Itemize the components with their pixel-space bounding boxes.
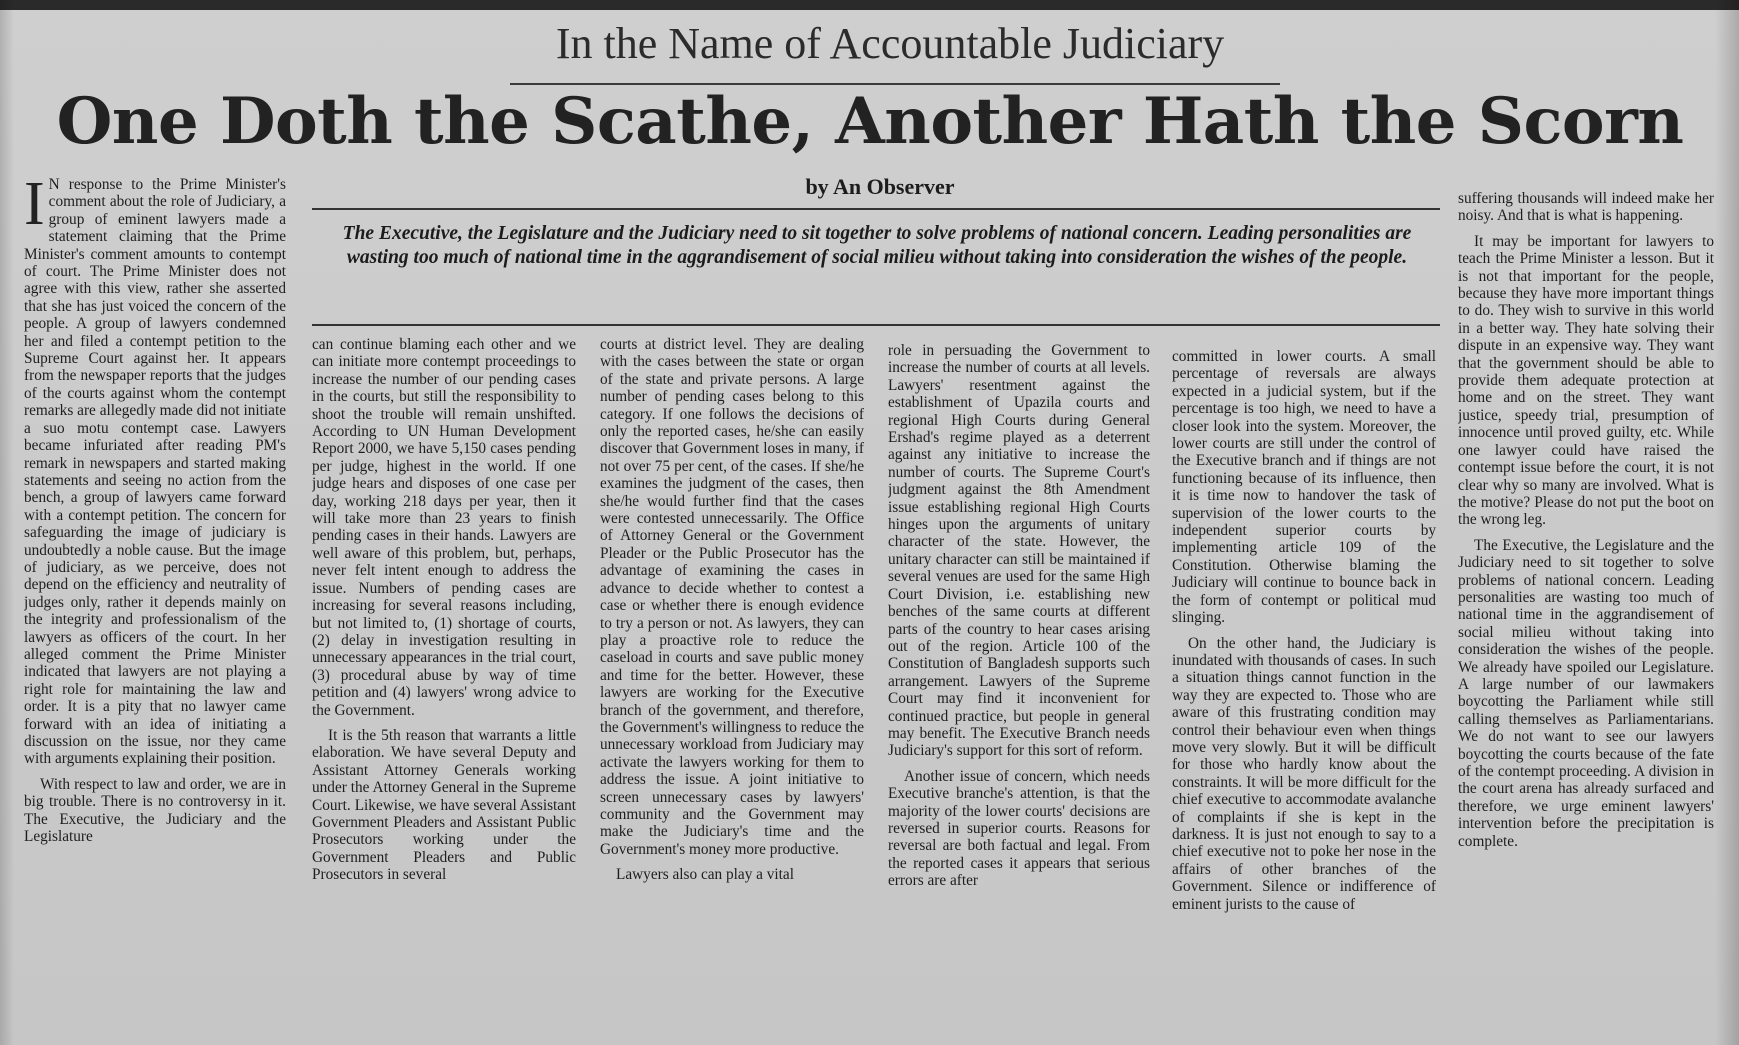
page-shadow-right	[1715, 0, 1739, 1045]
column-6-paragraph-3: The Executive, the Legislature and the Judiciary need to sit together to solve problems of national concern. Leading personalities are wasting too much of national time in the aggrandisement of social milieu without taking into consideration the wishes of the people. We already have spoiled our Legislature. A large number of our lawmakers boycotting the Parliament while still calling themselves as Parliamentarians. We do not want to see our lawyers boycotting the courts because of the fate of the contempt proceeding. A division in the court arena has already surfaced and therefore, we urge eminent lawyers' intervention before the precipitation is complete.	[1458, 536, 1714, 850]
byline: by An Observer	[805, 174, 955, 199]
column-6	[1458, 190, 1714, 1038]
column-4-paragraph-2: Another issue of concern, which needs Executive branche's attention, is that the majority of the lower courts' decisions are reversed in superior courts. Reasons for reversal are both factual and legal. From the reported cases it appears that serious errors are after	[888, 767, 1150, 890]
column-1	[24, 176, 286, 1038]
column-1-paragraph-1	[24, 176, 286, 768]
drop-cap: I	[24, 176, 45, 238]
column-6-paragraph-2: It may be important for lawyers to teach the Prime Minister a lesson. But it is not that important for the people, because they have more important things to do. They wish to survive in this world in a better way. They hate solving their dispute in an expensive way. They want that the government should be able to provide them adequate protection at home and on the street. They want justice, speedy trial, presumption of innocence until proved guilty, etc. While one lawyer could have raised the contempt issue before the court, it is not clear why so many are involved. What is the motive? Please do not put the boot on the wrong leg.	[1458, 232, 1714, 529]
column-1-paragraph-1-text: N response to the Prime Minister's comment about the role of Judiciary, a group of eminent lawyers made a statement claiming that the Prime Minister's comment amounts to contempt of court. The Prime Minister does not agree with this view, rather she asserted that she has just voiced the concern of the people. A group of lawyers condemned her and filed a contempt petition to the Supreme Court against her. It appears from the newspaper reports that the judges of the courts against whom the contempt remarks are allegedly made did not initiate a suo motu contempt case. Lawyers became infuriated after reading PM's remark in newspapers and started making statements and seeing no action from the bench, a group of lawyers came forward with a contempt petition. The concern for safeguarding the image of judiciary is undoubtedly a noble cause. But the image of judiciary, as we perceive, does not depend on the efficiency and neutrality of judges only, rather it depends mainly on the integrity and professionalism of the lawyers as officers of the court. In her alleged comment the Prime Minister indicated that lawyers are not playing a right role for maintaining the law and order. It is a pity that no lawyer came forward with an idea of initiating a discussion on the issue, nor they came with arguments explaining their position.	[24, 176, 286, 768]
column-5-paragraph-2: On the other hand, the Judiciary is inundated with thousands of cases. In such a situation things cannot function in the way they are expected to. Those who are aware of this frustrating condition may control their behaviour even when things move very slowly. But it will be difficult for those who hardly know about the constraints. It will be more difficult for the chief executive to accommodate avalanche of complaints if she is kept in the darkness. It is just not enough to say to a chief executive not to poke her nose in the affairs of other branches of the Government. Silence or indifference of eminent jurists to the cause of	[1172, 634, 1436, 913]
column-4-paragraph-1: role in persuading the Government to increase the number of courts at all levels. Lawyers' resentment against the establishment of Upazila courts and regional High Courts during General Ershad's regime played as a deterrent against any initiative to increase the number of courts. The Supreme Court's judgment against the 8th Amendment issue establishing regional High Courts hinges upon the arguments of unitary character of the state. However, the unitary character can still be maintained if several venues are used for the same High Court Division, i.e. establishing new benches of the same courts at different parts of the country to hear cases arising out of the region. Article 100 of the Constitution of Bangladesh supports such arrangement. Lawyers of the Supreme Court may find it inconvenient for continued practice, but people in general may benefit. The Executive Branch needs Judiciary's support for this sort of reform.	[888, 342, 1150, 760]
kicker-title: In the Name of Accountable Judiciary	[555, 19, 1225, 68]
column-4	[888, 342, 1150, 1038]
column-1-paragraph-2: With respect to law and order, we are in big trouble. There is no controversy in it. The Executive, the Judiciary and the Legislature	[24, 775, 286, 846]
deck-summary: The Executive, the Legislature and the Judiciary need to sit together to solve problems of national concern. Leading personalities are wasting too much of national time in the aggrandisement of social milieu without taking into consideration the wishes of the people.	[342, 223, 1412, 268]
column-5-paragraph-1: committed in lower courts. A small percentage of reversals are always expected in a judicial system, but if the percentage is too high, we need to have a closer look into the system. Moreover, the lower courts are still under the control of the Executive branch and if things are not functioning because of its influence, then it is time now to handover the task of supervision of the lower courts to the independent superior courts by implementing article 109 of the Constitution. Otherwise blaming the Judiciary will continue to bounce back in the form of contempt or political mud slinging.	[1172, 348, 1436, 627]
column-5	[1172, 348, 1436, 1038]
headline: One Doth the Scathe, Another Hath the Scorn	[56, 84, 1684, 159]
column-3-paragraph-1: courts at district level. They are dealing with the cases between the state or organ of the state and private persons. A large number of pending cases belong to this category. If one follows the decisions of only the reported cases, he/she can easily discover that Government loses in many, if not over 75 per cent, of the cases. If she/he examines the judgment of the cases, then she/he would further find that the cases were contested unnecessarily. The Office of Attorney General or the Government Pleader or the Public Prosecutor has the advantage of examining the cases in advance to decide whether to contest a case or whether there is enough evidence to try a person or not. As lawyers, they can play a proactive role to reduce the caseload in courts and save public money and time for the better. However, these lawyers are working for the Executive branch of the government, and therefore, the Government's willingness to reduce the unnecessary workload from Judiciary may activate the lawyers working for them to address the issue. A joint initiative to screen unnecessary cases by lawyers' community and the Government may make the Judiciary's time and the Government's money more productive.	[600, 336, 864, 858]
deck-rule-top	[312, 208, 1440, 210]
column-2-paragraph-2: It is the 5th reason that warrants a little elaboration. We have several Deputy and Assistant Attorney Generals working under the Attorney General in the Supreme Court. Likewise, we have several Assistant Government Pleaders and Assistant Public Prosecutors working under the Government Pleaders and Public Prosecutors in several	[312, 726, 576, 884]
column-6-paragraph-1: suffering thousands will indeed make her noisy. And that is what is happening.	[1458, 190, 1714, 225]
deck-rule-bottom	[312, 324, 1440, 326]
top-edge	[0, 0, 1739, 10]
column-3-paragraph-2: Lawyers also can play a vital	[616, 866, 794, 884]
page-shadow-left	[0, 0, 14, 1045]
column-3	[600, 336, 864, 1038]
column-2-paragraph-1: can continue blaming each other and we can initiate more contempt proceedings to increase the number of our pending cases in the courts, but still the responsibility to shoot the trouble will remain unshifted. According to UN Human Development Report 2000, we have 5,150 cases pending per judge, highest in the world. If one judge hears and disposes of one case per day, working 218 days per year, then it will take more than 23 years to finish pending cases in their hands. Lawyers are well aware of this problem, but, perhaps, never felt intent enough to address the issue. Numbers of pending cases are increasing for several reasons including, but not limited to, (1) shortage of courts, (2) delay in investigation resulting in unnecessary appearances in the trial court, (3) procedural abuse by way of time petition and (4) lawyers' wrong advice to the Government.	[312, 336, 576, 719]
column-2	[312, 336, 576, 1038]
